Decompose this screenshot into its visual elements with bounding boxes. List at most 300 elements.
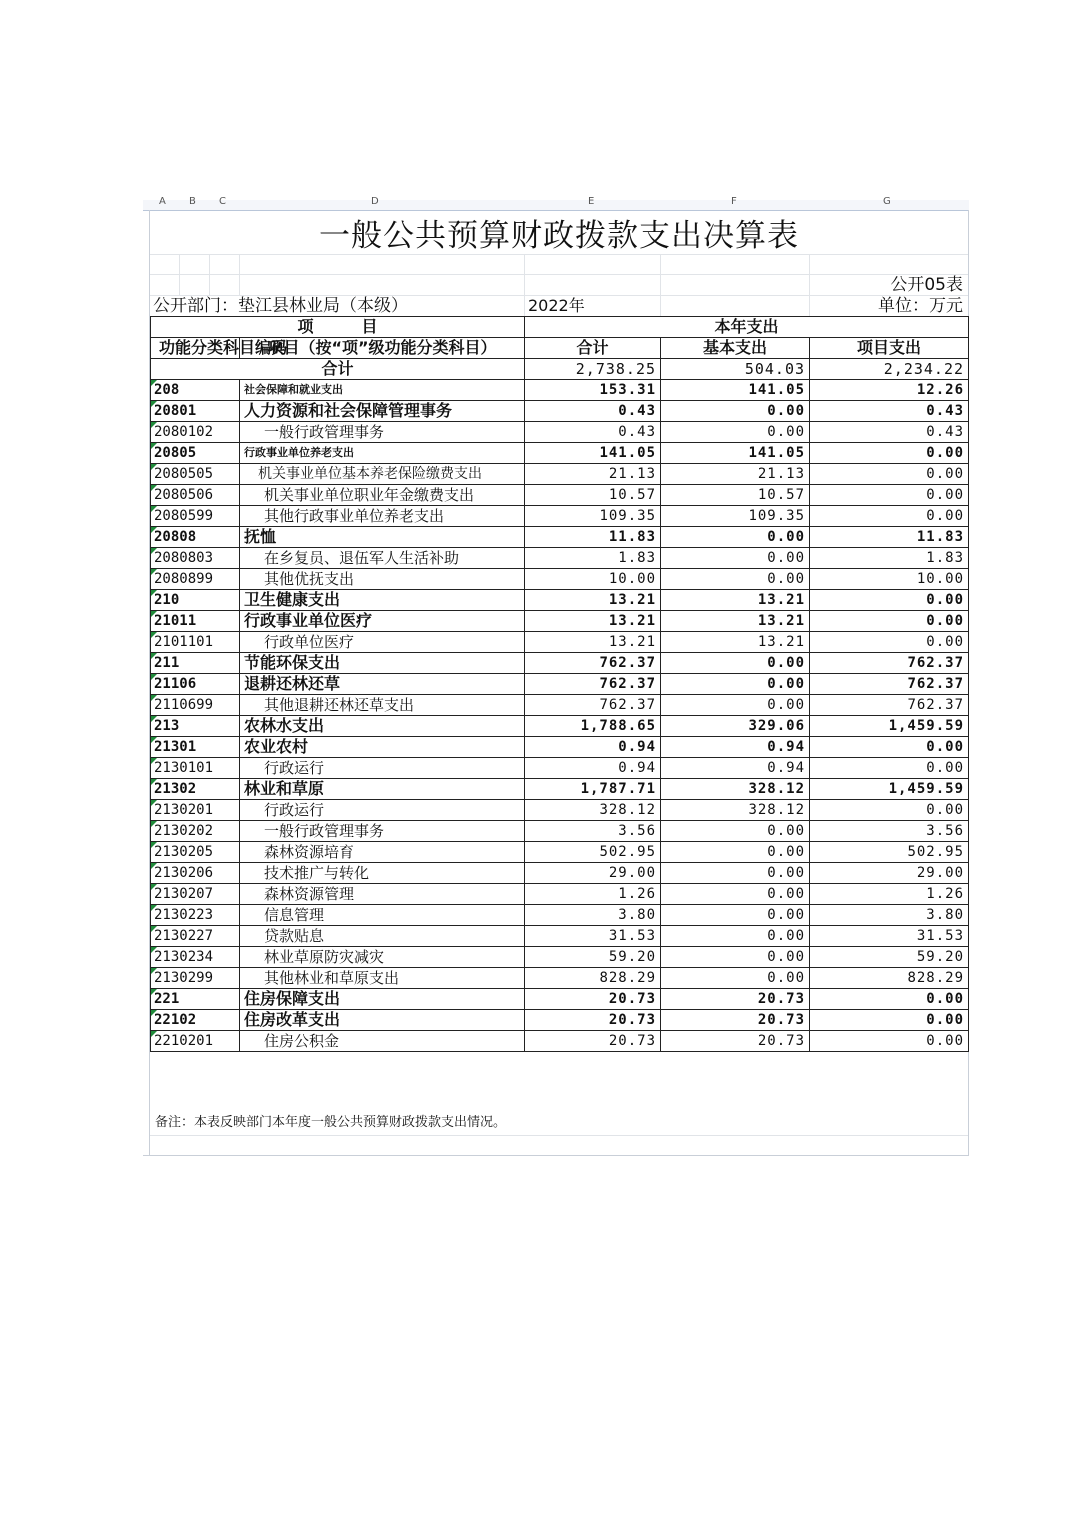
row-total-cell-text: 1,788.65 <box>580 718 657 734</box>
row-total-cell[interactable] <box>525 569 661 590</box>
row-basic-cell[interactable] <box>661 821 810 842</box>
table-row <box>151 842 969 863</box>
row-basic-cell[interactable] <box>661 947 810 968</box>
row-basic-cell-text: 0.00 <box>767 844 806 860</box>
row-project-cell[interactable] <box>810 590 969 611</box>
table-row <box>151 632 969 653</box>
row-total-cell-text: 502.95 <box>599 844 657 860</box>
row-name-cell-text: 行政运行 <box>264 801 325 819</box>
row-total-cell[interactable] <box>525 632 661 653</box>
total-header[interactable]: 合计 <box>525 338 661 359</box>
row-name-cell[interactable] <box>240 464 525 485</box>
gridline <box>660 254 661 316</box>
row-total-cell[interactable] <box>525 674 661 695</box>
row-name-cell[interactable] <box>240 380 525 401</box>
row-name-cell[interactable] <box>240 527 525 548</box>
row-name-cell[interactable] <box>240 695 525 716</box>
row-name-cell[interactable] <box>240 716 525 737</box>
text-number-marker-icon <box>151 884 157 890</box>
row-name-cell[interactable] <box>240 800 525 821</box>
row-project-cell[interactable] <box>810 653 969 674</box>
row-total-cell[interactable] <box>525 905 661 926</box>
row-total-cell[interactable] <box>525 611 661 632</box>
total-row-total[interactable]: 2,738.25 <box>525 359 661 380</box>
row-basic-cell[interactable] <box>661 842 810 863</box>
row-project-cell[interactable] <box>810 863 969 884</box>
table-row <box>151 443 969 464</box>
table-row <box>151 422 969 443</box>
row-basic-cell-text: 0.00 <box>767 529 806 545</box>
row-total-cell[interactable] <box>525 863 661 884</box>
row-code-cell[interactable] <box>151 863 240 884</box>
row-code-cell[interactable] <box>151 884 240 905</box>
row-total-cell[interactable] <box>525 989 661 1010</box>
row-total-cell-text: 3.56 <box>618 823 657 839</box>
row-total-cell[interactable] <box>525 548 661 569</box>
row-basic-cell[interactable] <box>661 506 810 527</box>
row-name-cell-text: 机关事业单位职业年金缴费支出 <box>264 486 475 504</box>
table-row <box>151 716 969 737</box>
row-name-cell[interactable] <box>240 569 525 590</box>
row-project-cell-text: 0.00 <box>926 991 965 1007</box>
row-total-cell-text: 29.00 <box>608 865 657 881</box>
table-row <box>151 926 969 947</box>
row-basic-cell-text: 20.73 <box>757 1012 806 1028</box>
total-row-basic[interactable]: 504.03 <box>661 359 810 380</box>
text-number-marker-icon <box>151 758 157 764</box>
row-project-cell[interactable] <box>810 548 969 569</box>
row-code-cell[interactable] <box>151 611 240 632</box>
row-basic-cell[interactable] <box>661 569 810 590</box>
row-basic-cell[interactable] <box>661 653 810 674</box>
row-project-cell[interactable] <box>810 422 969 443</box>
row-total-cell[interactable] <box>525 1031 661 1052</box>
row-project-cell-text: 0.00 <box>926 613 965 629</box>
row-project-cell[interactable] <box>810 569 969 590</box>
row-total-cell[interactable] <box>525 716 661 737</box>
row-name-cell[interactable] <box>240 443 525 464</box>
row-name-cell[interactable] <box>240 758 525 779</box>
fiscal-year: 2022年 <box>528 296 585 315</box>
row-name-cell[interactable] <box>240 401 525 422</box>
column-header-strip <box>143 196 969 211</box>
row-name-cell[interactable] <box>240 779 525 800</box>
text-number-marker-icon <box>151 947 157 953</box>
column-letter-d[interactable]: D <box>371 196 379 207</box>
row-basic-cell[interactable] <box>661 485 810 506</box>
row-total-cell[interactable] <box>525 800 661 821</box>
table-row <box>151 968 969 989</box>
column-letter-g[interactable]: G <box>883 196 891 207</box>
row-project-cell-text: 3.80 <box>926 907 965 923</box>
row-total-cell[interactable] <box>525 380 661 401</box>
row-name-cell[interactable] <box>240 989 525 1010</box>
row-project-cell[interactable] <box>810 695 969 716</box>
row-name-cell[interactable] <box>240 674 525 695</box>
row-total-cell[interactable] <box>525 779 661 800</box>
row-name-cell-text: 行政事业单位医疗 <box>244 611 373 630</box>
row-project-cell[interactable] <box>810 716 969 737</box>
row-code-cell[interactable] <box>151 758 240 779</box>
row-basic-cell[interactable] <box>661 905 810 926</box>
row-project-cell[interactable] <box>810 821 969 842</box>
row-code-cell[interactable] <box>151 737 240 758</box>
row-basic-cell-text: 10.57 <box>757 487 806 503</box>
row-basic-cell[interactable] <box>661 989 810 1010</box>
row-project-cell[interactable] <box>810 674 969 695</box>
row-project-cell[interactable] <box>810 884 969 905</box>
row-code-cell[interactable] <box>151 779 240 800</box>
row-name-cell-text: 林业草原防灾减灾 <box>264 948 385 966</box>
row-basic-cell[interactable] <box>661 548 810 569</box>
row-code-cell[interactable] <box>151 569 240 590</box>
row-project-cell[interactable] <box>810 926 969 947</box>
column-letter-f[interactable]: F <box>731 196 737 207</box>
row-code-cell-text: 2130227 <box>154 928 214 944</box>
row-name-cell-text: 森林资源培育 <box>264 843 355 861</box>
row-project-cell[interactable] <box>810 506 969 527</box>
text-number-marker-icon <box>151 380 157 386</box>
basic-header[interactable]: 基本支出 <box>661 338 810 359</box>
report-title: 一般公共预算财政拨款支出决算表 <box>319 218 799 254</box>
table-row <box>151 863 969 884</box>
row-name-cell-text: 卫生健康支出 <box>244 590 341 609</box>
row-code-cell[interactable] <box>151 380 240 401</box>
row-project-cell[interactable] <box>810 443 969 464</box>
row-project-cell[interactable] <box>810 527 969 548</box>
current-year-header[interactable]: 本年支出 <box>525 317 969 338</box>
row-name-cell-text: 一般行政管理事务 <box>264 423 385 441</box>
row-code-cell[interactable] <box>151 422 240 443</box>
row-name-cell-text: 其他优抚支出 <box>264 570 355 588</box>
row-basic-cell-text: 141.05 <box>748 445 806 461</box>
total-row-label[interactable]: 合计 <box>151 359 525 380</box>
row-name-cell[interactable] <box>240 968 525 989</box>
row-code-cell-text: 2080506 <box>154 487 214 503</box>
table-row <box>151 905 969 926</box>
row-total-cell[interactable] <box>525 926 661 947</box>
row-total-cell-text: 21.13 <box>608 466 657 482</box>
text-number-marker-icon <box>151 485 157 491</box>
row-basic-cell[interactable] <box>661 863 810 884</box>
row-basic-cell-text: 0.00 <box>767 865 806 881</box>
row-project-cell[interactable] <box>810 968 969 989</box>
row-code-cell[interactable] <box>151 695 240 716</box>
column-letter-c[interactable]: C <box>219 196 226 207</box>
row-code-cell-text: 21301 <box>154 739 197 755</box>
row-code-cell[interactable] <box>151 905 240 926</box>
row-basic-cell[interactable] <box>661 401 810 422</box>
row-basic-cell-text: 0.00 <box>767 823 806 839</box>
row-basic-cell[interactable] <box>661 800 810 821</box>
row-name-cell-text: 住房保障支出 <box>244 989 341 1008</box>
row-basic-cell-text: 0.00 <box>767 676 806 692</box>
row-basic-cell[interactable] <box>661 422 810 443</box>
gridline <box>524 254 525 316</box>
row-code-cell-text: 22102 <box>154 1012 197 1028</box>
row-code-cell-text: 2110699 <box>154 697 214 713</box>
row-name-cell-text: 社会保障和就业支出 <box>244 383 343 396</box>
row-name-cell[interactable] <box>240 821 525 842</box>
row-basic-cell-text: 0.00 <box>767 928 806 944</box>
row-code-cell[interactable] <box>151 548 240 569</box>
row-basic-cell[interactable] <box>661 527 810 548</box>
row-code-cell-text: 2130205 <box>154 844 214 860</box>
row-project-cell[interactable] <box>810 842 969 863</box>
row-name-cell-text: 农林水支出 <box>244 716 325 735</box>
row-project-cell[interactable] <box>810 905 969 926</box>
row-name-cell[interactable] <box>240 1031 525 1052</box>
table-row <box>151 1031 969 1052</box>
table-row <box>151 674 969 695</box>
row-code-cell-text: 20801 <box>154 403 197 419</box>
row-project-cell-text: 0.00 <box>926 760 965 776</box>
row-project-cell-text: 3.56 <box>926 823 965 839</box>
row-code-cell[interactable] <box>151 506 240 527</box>
row-name-cell[interactable] <box>240 611 525 632</box>
row-code-cell-text: 2130206 <box>154 865 214 881</box>
row-basic-cell[interactable] <box>661 758 810 779</box>
table-row <box>151 527 969 548</box>
column-letter-b[interactable]: B <box>189 196 196 207</box>
row-project-cell-text: 0.00 <box>926 508 965 524</box>
row-total-cell[interactable] <box>525 947 661 968</box>
row-basic-cell[interactable] <box>661 1031 810 1052</box>
row-project-cell[interactable] <box>810 611 969 632</box>
row-basic-cell[interactable] <box>661 716 810 737</box>
row-basic-cell[interactable] <box>661 380 810 401</box>
row-project-cell[interactable] <box>810 758 969 779</box>
column-letter-a[interactable]: A <box>159 196 166 207</box>
row-total-cell[interactable] <box>525 401 661 422</box>
row-code-cell[interactable] <box>151 947 240 968</box>
row-total-cell[interactable] <box>525 821 661 842</box>
row-basic-cell[interactable] <box>661 884 810 905</box>
row-basic-cell-text: 0.94 <box>767 760 806 776</box>
row-basic-cell-text: 13.21 <box>757 634 806 650</box>
row-code-cell[interactable] <box>151 842 240 863</box>
row-project-cell[interactable] <box>810 464 969 485</box>
text-number-marker-icon <box>151 842 157 848</box>
row-total-cell[interactable] <box>525 506 661 527</box>
row-code-cell[interactable] <box>151 632 240 653</box>
department-label: 公开部门：垫江县林业局（本级） <box>153 296 408 316</box>
row-basic-cell[interactable] <box>661 695 810 716</box>
row-code-cell[interactable] <box>151 800 240 821</box>
row-project-cell[interactable] <box>810 800 969 821</box>
row-basic-cell[interactable] <box>661 968 810 989</box>
row-code-cell-text: 2080803 <box>154 550 214 566</box>
row-basic-cell[interactable] <box>661 611 810 632</box>
row-total-cell-text: 141.05 <box>599 445 657 461</box>
text-number-marker-icon <box>151 905 157 911</box>
name-header[interactable]: 项目（按“项”级功能分类科目） <box>240 338 525 359</box>
text-number-marker-icon <box>151 611 157 617</box>
row-basic-cell[interactable] <box>661 674 810 695</box>
row-name-cell-text: 在乡复员、退伍军人生活补助 <box>264 549 460 567</box>
row-code-cell-text: 210 <box>154 592 180 608</box>
row-code-cell[interactable] <box>151 989 240 1010</box>
row-total-cell[interactable] <box>525 737 661 758</box>
row-code-cell-text: 2130234 <box>154 949 214 965</box>
row-project-cell-text: 10.00 <box>916 571 965 587</box>
row-code-cell[interactable] <box>151 401 240 422</box>
row-basic-cell[interactable] <box>661 779 810 800</box>
row-code-cell-text: 2101101 <box>154 634 214 650</box>
row-project-cell-text: 0.00 <box>926 739 965 755</box>
text-number-marker-icon <box>151 674 157 680</box>
row-code-cell[interactable] <box>151 485 240 506</box>
row-basic-cell[interactable] <box>661 1010 810 1031</box>
row-project-cell[interactable] <box>810 737 969 758</box>
project-header[interactable]: 项目支出 <box>810 338 969 359</box>
row-basic-cell[interactable] <box>661 737 810 758</box>
row-name-cell-text: 节能环保支出 <box>244 653 341 672</box>
row-total-cell[interactable] <box>525 464 661 485</box>
row-code-cell[interactable] <box>151 464 240 485</box>
total-row <box>151 359 969 380</box>
row-name-cell-text: 行政运行 <box>264 759 325 777</box>
table-row <box>151 947 969 968</box>
row-total-cell-text: 0.43 <box>618 424 657 440</box>
total-row-project[interactable]: 2,234.22 <box>810 359 969 380</box>
row-basic-cell-text: 0.94 <box>767 739 806 755</box>
row-total-cell[interactable] <box>525 443 661 464</box>
table-row <box>151 506 969 527</box>
row-basic-cell[interactable] <box>661 464 810 485</box>
table-row <box>151 401 969 422</box>
row-total-cell[interactable] <box>525 884 661 905</box>
row-code-cell[interactable] <box>151 674 240 695</box>
row-project-cell-text: 31.53 <box>916 928 965 944</box>
row-name-cell[interactable] <box>240 737 525 758</box>
row-name-cell-text: 贷款贴息 <box>264 927 325 945</box>
row-total-cell[interactable] <box>525 527 661 548</box>
row-name-cell[interactable] <box>240 590 525 611</box>
row-code-cell[interactable] <box>151 653 240 674</box>
row-code-cell[interactable] <box>151 821 240 842</box>
row-project-cell[interactable] <box>810 779 969 800</box>
row-name-cell-text: 其他行政事业单位养老支出 <box>264 507 445 525</box>
row-total-cell[interactable] <box>525 1010 661 1031</box>
form-number: 公开05表 <box>890 275 963 295</box>
column-letter-e[interactable]: E <box>588 196 595 207</box>
row-project-cell-text: 762.37 <box>907 697 965 713</box>
row-basic-cell-text: 0.00 <box>767 907 806 923</box>
row-project-cell-text: 0.00 <box>926 1012 965 1028</box>
row-total-cell[interactable] <box>525 653 661 674</box>
table-row <box>151 1010 969 1031</box>
row-project-cell[interactable] <box>810 947 969 968</box>
row-code-cell[interactable] <box>151 443 240 464</box>
row-code-cell[interactable] <box>151 968 240 989</box>
row-project-cell-text: 0.00 <box>926 592 965 608</box>
row-total-cell-text: 828.29 <box>599 970 657 986</box>
row-project-cell[interactable] <box>810 1031 969 1052</box>
row-code-cell[interactable] <box>151 527 240 548</box>
row-name-cell-text: 其他退耕还林还草支出 <box>264 696 415 714</box>
row-basic-cell-text: 21.13 <box>757 466 806 482</box>
row-name-cell-text: 一般行政管理事务 <box>264 822 385 840</box>
row-total-cell[interactable] <box>525 695 661 716</box>
table-row <box>151 485 969 506</box>
row-code-cell[interactable] <box>151 716 240 737</box>
code-header[interactable]: 功能分类科目编码 <box>151 338 240 359</box>
text-number-marker-icon <box>151 653 157 659</box>
row-code-cell-text: 2080599 <box>154 508 214 524</box>
row-name-cell[interactable] <box>240 884 525 905</box>
row-basic-cell-text: 20.73 <box>757 1033 806 1049</box>
row-name-cell-text: 其他林业和草原支出 <box>264 969 400 987</box>
row-name-cell[interactable] <box>240 548 525 569</box>
row-total-cell[interactable] <box>525 758 661 779</box>
row-code-cell[interactable] <box>151 926 240 947</box>
row-name-cell[interactable] <box>240 1010 525 1031</box>
row-name-cell[interactable] <box>240 947 525 968</box>
row-project-cell[interactable] <box>810 401 969 422</box>
row-basic-cell[interactable] <box>661 590 810 611</box>
row-name-cell[interactable] <box>240 863 525 884</box>
table-row <box>151 800 969 821</box>
row-basic-cell-text: 0.00 <box>767 403 806 419</box>
row-total-cell[interactable] <box>525 422 661 443</box>
text-number-marker-icon <box>151 590 157 596</box>
row-total-cell-text: 109.35 <box>599 508 657 524</box>
text-number-marker-icon <box>151 716 157 722</box>
row-total-cell[interactable] <box>525 842 661 863</box>
row-code-cell-text: 211 <box>154 655 180 671</box>
row-name-cell[interactable] <box>240 653 525 674</box>
row-project-cell[interactable] <box>810 485 969 506</box>
row-name-cell[interactable] <box>240 842 525 863</box>
row-name-cell[interactable] <box>240 905 525 926</box>
row-basic-cell[interactable] <box>661 632 810 653</box>
row-total-cell-text: 31.53 <box>608 928 657 944</box>
row-code-cell-text: 2080102 <box>154 424 214 440</box>
row-basic-cell[interactable] <box>661 443 810 464</box>
row-project-cell[interactable] <box>810 1010 969 1031</box>
row-code-cell-text: 20805 <box>154 445 197 461</box>
row-code-cell[interactable] <box>151 590 240 611</box>
table-row <box>151 758 969 779</box>
row-name-cell[interactable] <box>240 485 525 506</box>
row-total-cell[interactable] <box>525 968 661 989</box>
row-total-cell-text: 11.83 <box>608 529 657 545</box>
text-number-marker-icon <box>151 422 157 428</box>
row-name-cell[interactable] <box>240 506 525 527</box>
row-code-cell-text: 2130101 <box>154 760 214 776</box>
table-row <box>151 464 969 485</box>
table-row <box>151 653 969 674</box>
row-code-cell[interactable] <box>151 1031 240 1052</box>
row-name-cell[interactable] <box>240 422 525 443</box>
row-name-cell[interactable] <box>240 926 525 947</box>
row-basic-cell[interactable] <box>661 926 810 947</box>
row-project-cell[interactable] <box>810 380 969 401</box>
row-total-cell[interactable] <box>525 485 661 506</box>
row-name-cell-text: 行政单位医疗 <box>264 633 355 651</box>
row-name-cell[interactable] <box>240 632 525 653</box>
row-code-cell[interactable] <box>151 1010 240 1031</box>
row-total-cell-text: 328.12 <box>599 802 657 818</box>
row-project-cell[interactable] <box>810 632 969 653</box>
row-basic-cell-text: 141.05 <box>748 382 806 398</box>
row-project-cell[interactable] <box>810 989 969 1010</box>
item-header[interactable]: 项 目 <box>151 317 525 338</box>
row-project-cell-text: 0.00 <box>926 466 965 482</box>
row-project-cell-text: 0.00 <box>926 1033 965 1049</box>
row-total-cell[interactable] <box>525 590 661 611</box>
